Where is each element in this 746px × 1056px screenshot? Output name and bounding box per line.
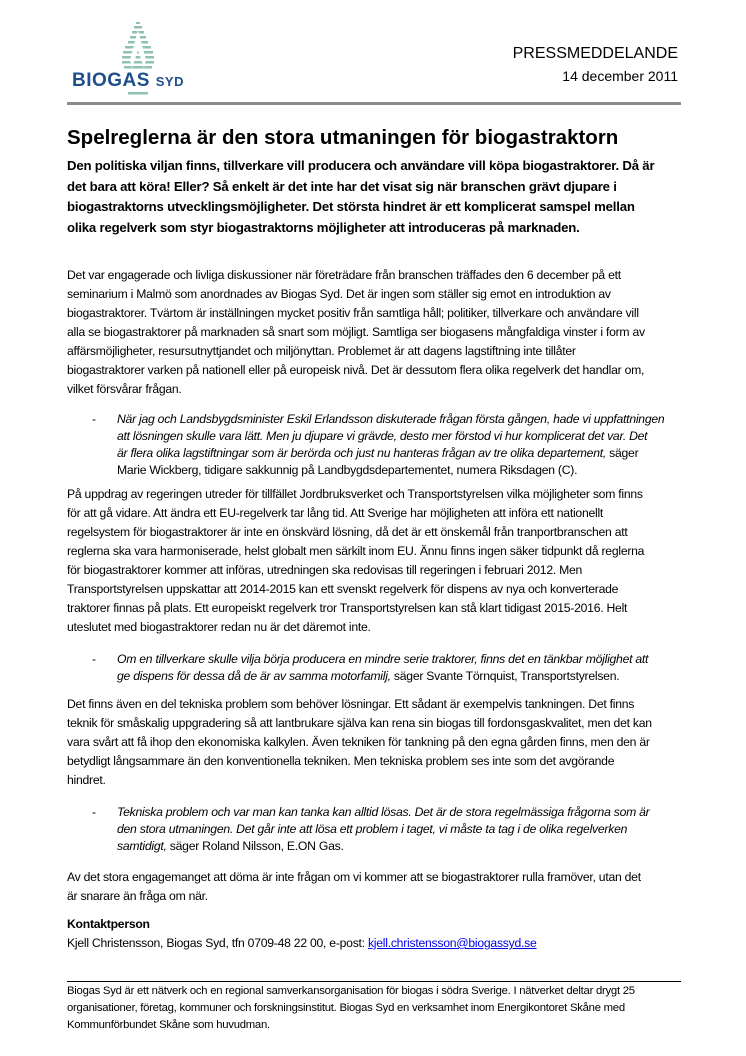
contact-section (67, 915, 687, 953)
quote-line (117, 651, 712, 668)
header-divider (67, 102, 681, 105)
text-line: hindret. (67, 773, 106, 787)
quote-line (117, 804, 712, 821)
quote-line (117, 821, 712, 838)
text-line: Det var engagerade och livliga diskussioner när företrädare från branschen träffades den 6 december på ett (67, 268, 621, 282)
quote-line (117, 668, 712, 685)
contact-line (67, 934, 687, 953)
quote-dash: - (92, 805, 96, 819)
text-line: vara svårt att få ihop den ekonomiska kalkylen. Även tekniken för tankning på den egna gården finns, men den är (67, 735, 650, 749)
text-line: På uppdrag av regeringen utreder för tillfället Jordbruksverket och Transportstyrelsen vilka möjligheter som finns (67, 487, 643, 501)
text-line: Den politiska viljan finns, tillverkare vill producera och användare vill köpa biogastraktorer. Då är (67, 158, 655, 173)
quote-line (117, 411, 712, 428)
body-paragraph-2 (67, 485, 687, 637)
quote-italic-text: ge dispens för dessa då de är av samma motorfamilj, (117, 669, 391, 683)
text-line: vilket försvårar frågan. (67, 382, 182, 396)
body-paragraph-4 (67, 868, 687, 906)
quote-italic-text: När jag och Landsbygdsminister Eskil Erlandsson diskuterade frågan första gången, hade vi uppfattningen (117, 412, 665, 426)
quote-1 (92, 411, 712, 479)
quote-attribution: Marie Wickberg, tidigare sakkunnig på Landbygdsdepartementet, numera Riksdagen (C). (117, 463, 578, 477)
text-line: reglerna ska vara harmoniserade, helst globalt men särkilt inom EU. Ännu finns ingen säker tidpunkt då reglerna (67, 544, 645, 558)
text-line: för att gå vidare. Att ändra ett EU-regelverk tar lång tid. Att Sverige har möjligheten att införa ett nationellt (67, 506, 604, 520)
quote-italic-text: att lösningen skulle vara lätt. Men ju djupare vi grävde, desto mer förstod vi hur komplicerat det var. Det (117, 429, 648, 443)
quote-attribution: säger Svante Törnquist, Transportstyrelsen. (390, 669, 620, 683)
body-paragraph-1 (67, 266, 687, 399)
logo-wordmark (72, 70, 184, 92)
contact-heading: Kontaktperson (67, 917, 150, 931)
quote-italic-text: Tekniska problem och var man kan tanka kan alltid lösas. Det är de stora regelmässiga frågorna som är (117, 805, 650, 819)
text-line: biogastraktorns utvecklingsmöjligheter. Det största hindret är ett komplicerat samspel mellan (67, 199, 635, 214)
biogas-syd-logo (72, 20, 207, 100)
quote-line (117, 445, 712, 462)
text-line: regelsystem för biogastraktorer är inte en önskvärd lösning, då det är ett önskemål från tranportbranschen att (67, 525, 628, 539)
text-line: betydligt långsammare än den konventionella tekniken. Men tekniska problem ses inte som det avgörande (67, 754, 615, 768)
text-line: teknik för småskalig uppgradering så att lantbrukare själva kan rena sin biogas till fordonsgaskvalitet, men det kan (67, 716, 652, 730)
quote-line (117, 838, 712, 855)
body-paragraph-3 (67, 695, 687, 790)
quote-line (117, 428, 712, 445)
text-line: Biogas Syd är ett nätverk och en regional samverkansorganisation för biogas i södra Sverige. I nätverket deltar drygt 25 (67, 985, 635, 997)
quote-dash: - (92, 412, 96, 426)
quote-italic-text: den stora utmaningen. Det går inte att lösa ett problem i taget, vi måste ta tag i de olika regelverken (117, 822, 628, 836)
release-date: 14 december 2011 (562, 68, 678, 84)
text-line: affärsmöjligheter, resursutnyttjandet och miljönyttan. Problemet är att dagens lagstiftning inte tillåter (67, 344, 576, 358)
text-line: seminarium i Malmö som anordnades av Biogas Syd. Det är ingen som ställer sig emot en introduktion av (67, 287, 611, 301)
text-line: uteslutet med biogastraktorer redan nu är det däremot inte. (67, 620, 371, 634)
text-line: det bara att köra! Eller? Så enkelt är det inte har det visat sig när branschen grävt djupare i (67, 178, 617, 194)
text-line: alla se biogastraktorer på marknaden så snart som möjligt. Samtliga ser biogasens mångfaldiga vinster i form av (67, 325, 645, 339)
footer-divider (67, 981, 681, 982)
quote-italic-text: är flera olika lagstiftningar som är berörda och just nu hanteras frågan av tre olika departement, (117, 446, 607, 460)
text-line: Det finns även en del tekniska problem som behöver lösningar. Ett sådant är exempelvis tankningen. Det finns (67, 697, 635, 711)
logo-name: BIOGAS (72, 70, 150, 91)
text-line: biogastraktorer. Tvärtom är inställningen mycket positiv från samtliga håll; politiker, tillverkare och användare vill (67, 306, 639, 320)
text-line: traktorer finnas på plats. Ett europeiskt regelverk tror Transportstyrelsen kan stå klart tidigast 2015-2016. Helt (67, 601, 628, 615)
text-line: är snarare än fråga om när. (67, 889, 208, 903)
page-title: Spelreglerna är den stora utmaningen för biogastraktorn (67, 126, 619, 149)
text-line: olika regelverk som styr biogastraktorns möjligheter att introduceras på marknaden. (67, 219, 580, 235)
quote-italic-text: Om en tillverkare skulle vilja börja producera en mindre serie traktorer, finns det en tänkbar möjlighet att (117, 652, 649, 666)
quote-2 (92, 651, 712, 685)
quote-italic-text: samtidigt, (117, 839, 167, 853)
quote-attribution: säger (606, 446, 639, 460)
contact-details: Kjell Christensson, Biogas Syd, tfn 0709-48 22 00, e-post: (67, 936, 368, 950)
document-type: PRESSMEDDELANDE (512, 45, 678, 62)
logo-suffix: SYD (155, 74, 184, 89)
contact-email-link[interactable]: kjell.christensson@biogassyd.se (367, 936, 537, 950)
text-line: biogastraktorer varken på nationell eller på europeisk nivå. Det är dessutom flera olika regelverk det handlar om, (67, 363, 645, 377)
quote-attribution: säger Roland Nilsson, E.ON Gas. (166, 839, 344, 853)
text-line: Transportstyrelsen uppskattar att 2014-2015 kan ett svenskt regelverk för dispens av nya och konverterade (67, 582, 619, 596)
quote-dash: - (92, 652, 96, 666)
text-line: Kommunförbundet Skåne som huvudman. (67, 1019, 270, 1031)
quote-line (117, 462, 712, 479)
text-line: organisationer, företag, kommuner och forskningsinstitut. Biogas Syd en verksamhet inom Energikontoret Skåne med (67, 1002, 625, 1014)
text-line: Av det stora engagemanget att döma är inte frågan om vi kommer att se biogastraktorer rulla framöver, utan det (67, 870, 641, 884)
text-line: för biogastraktorer kommer att införas, utredningen ska redovisas till regeringen i februari 2012. Men (67, 563, 583, 577)
lead-paragraph (67, 156, 687, 238)
quote-3 (92, 804, 712, 855)
footer-text (67, 983, 687, 1034)
